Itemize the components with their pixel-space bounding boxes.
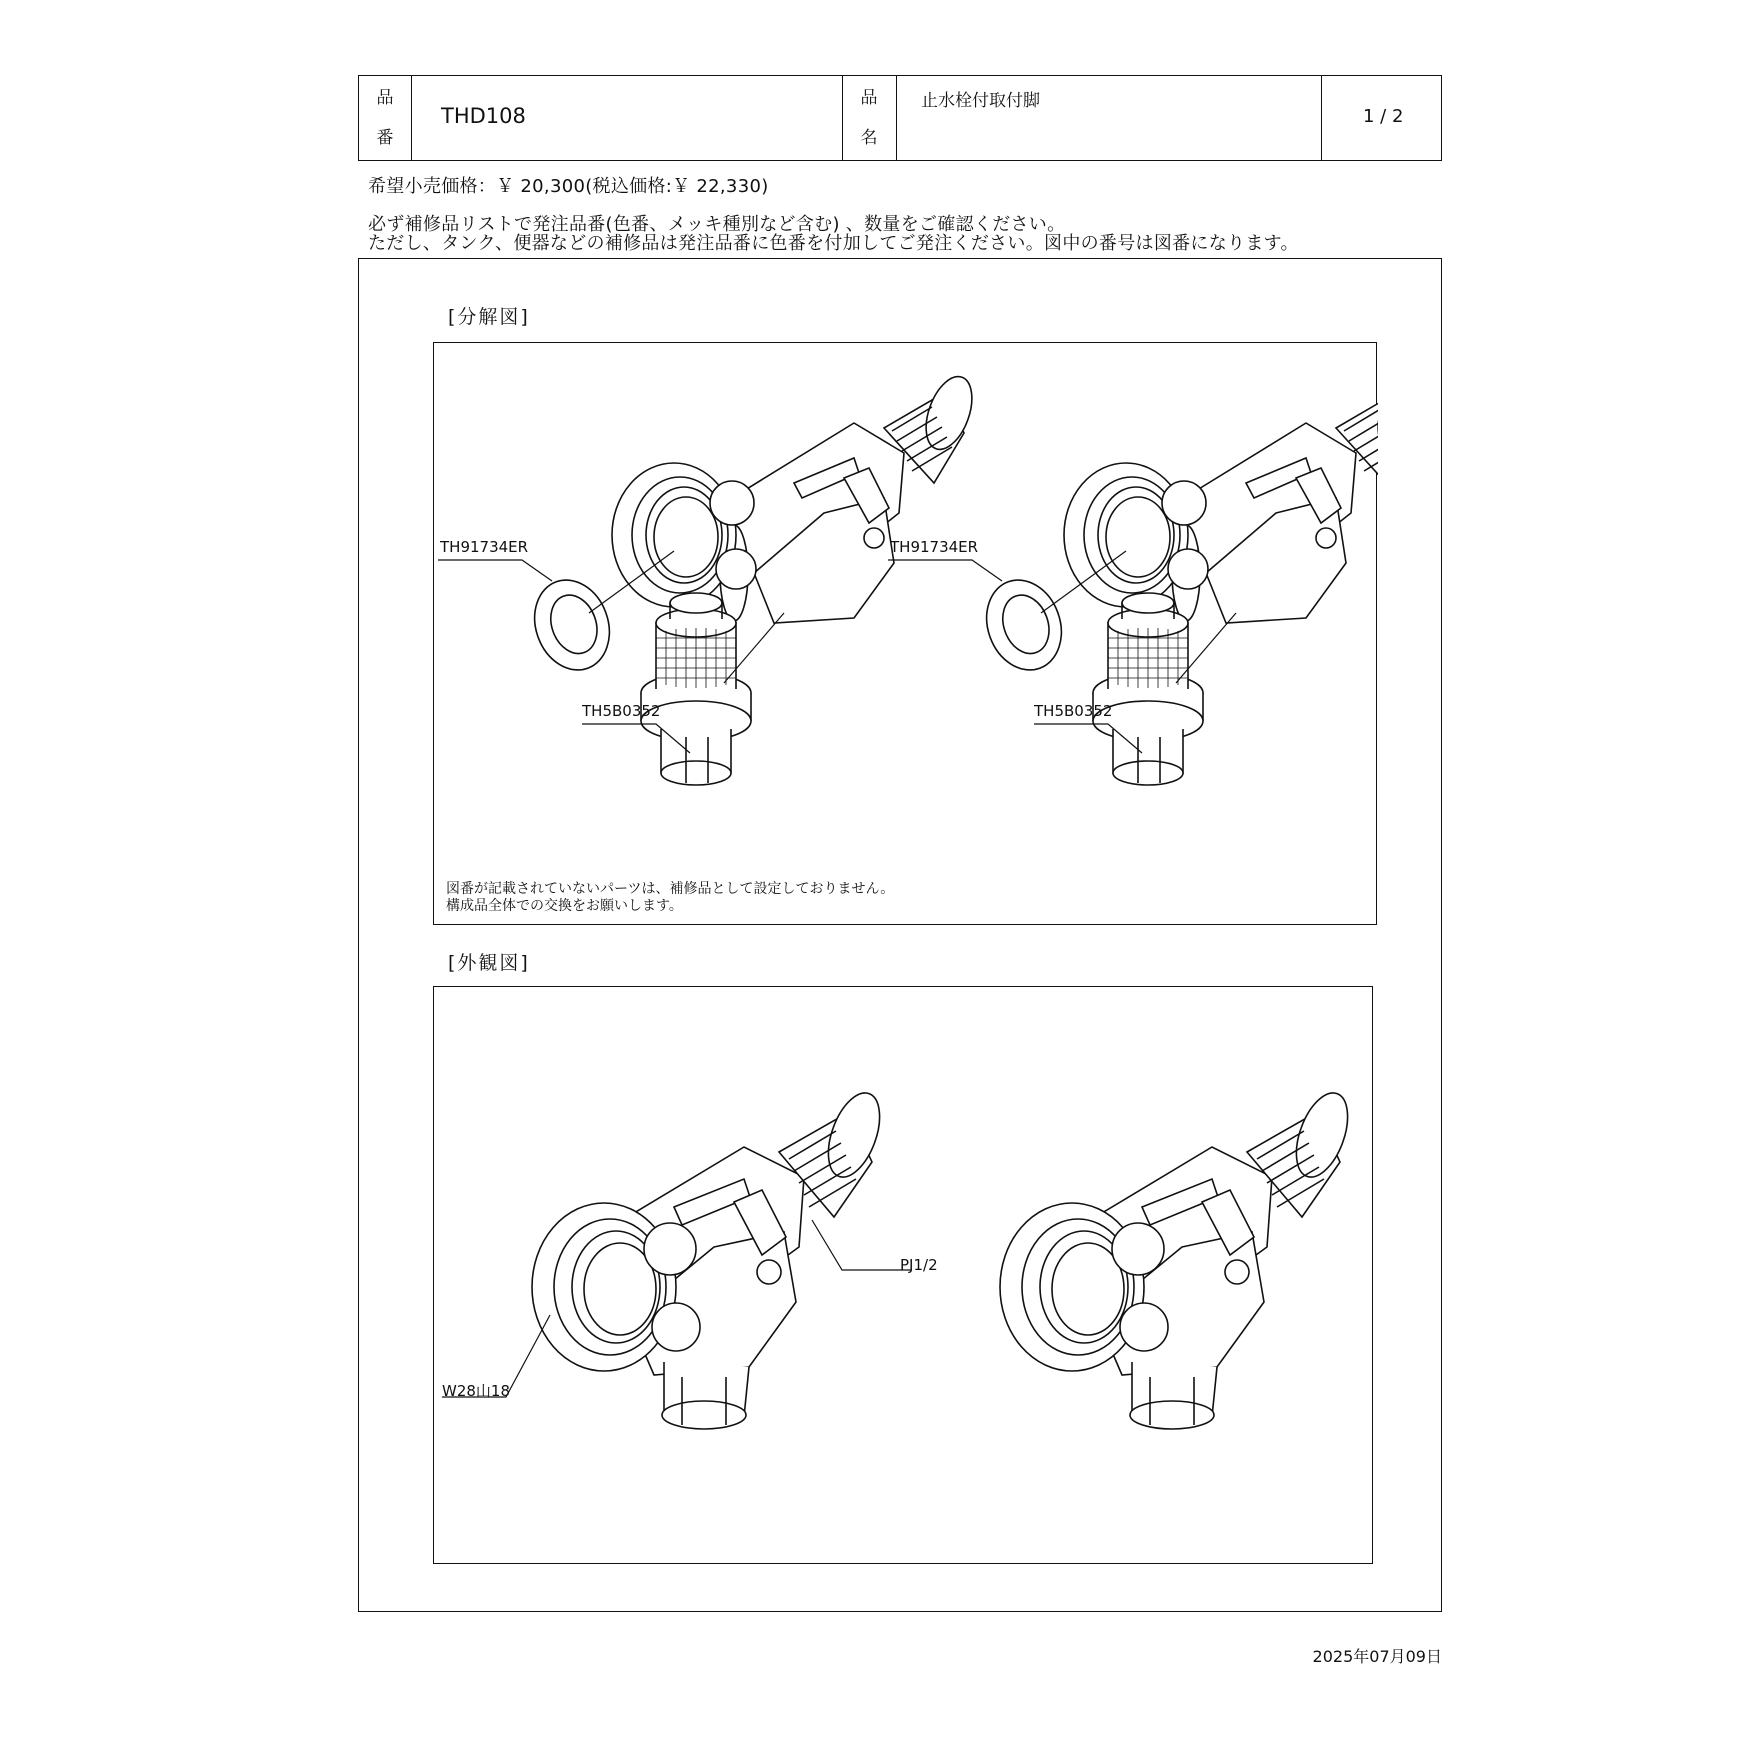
part-label-gasket-left: TH91734ER xyxy=(440,538,529,556)
exploded-note-line-1: 図番が記載されていないパーツは、補修品として設定しておりません。 xyxy=(446,881,895,897)
code-label-1: 品 xyxy=(376,88,394,108)
valve-right-exploded xyxy=(974,370,1378,785)
external-view-drawing xyxy=(434,987,1374,1565)
exploded-view-title: [分解図] xyxy=(448,306,530,328)
valve-right-assembled xyxy=(1000,1086,1358,1429)
valve-left-exploded xyxy=(522,370,980,785)
external-view-title: [外観図] xyxy=(448,952,530,974)
valve-left-assembled xyxy=(532,1086,890,1429)
notice-line-2: ただし、タンク、便器などの補修品は発注品番に色番を付加してご発注ください。図中の番号は図番になります。 xyxy=(368,233,1299,254)
part-label-strainer-right: TH5B0352 xyxy=(1034,702,1113,720)
code-label-2: 番 xyxy=(376,128,394,148)
header-divider xyxy=(411,76,412,160)
notice-line-1: 必ず補修品リストで発注品番(色番、メッキ種別など含む) 、数量をご確認ください。 xyxy=(368,214,1066,235)
price-text: 希望小売価格：￥ 20,300(税込価格:￥ 22,330) xyxy=(368,176,769,197)
header-divider xyxy=(896,76,897,160)
page-number: 1 / 2 xyxy=(1363,106,1404,127)
external-view-box xyxy=(433,986,1373,1564)
exploded-view-box xyxy=(433,342,1377,925)
exploded-note-line-2: 構成品全体での交換をお願いします。 xyxy=(446,898,683,914)
document-date: 2025年07月09日 xyxy=(1312,1647,1442,1666)
exploded-view-drawing xyxy=(434,343,1378,926)
header-table xyxy=(358,75,1442,161)
part-label-gasket-right: TH91734ER xyxy=(890,538,979,556)
nut-thread-label: W28山18 xyxy=(442,1382,511,1400)
header-divider xyxy=(1321,76,1322,160)
product-name: 止水栓付取付脚 xyxy=(921,91,1040,111)
product-code: THD108 xyxy=(441,104,526,128)
thread-label: PJ1/2 xyxy=(900,1256,938,1274)
name-label-1: 品 xyxy=(860,88,878,108)
name-label-2: 名 xyxy=(860,128,878,148)
part-label-strainer-left: TH5B0352 xyxy=(582,702,661,720)
